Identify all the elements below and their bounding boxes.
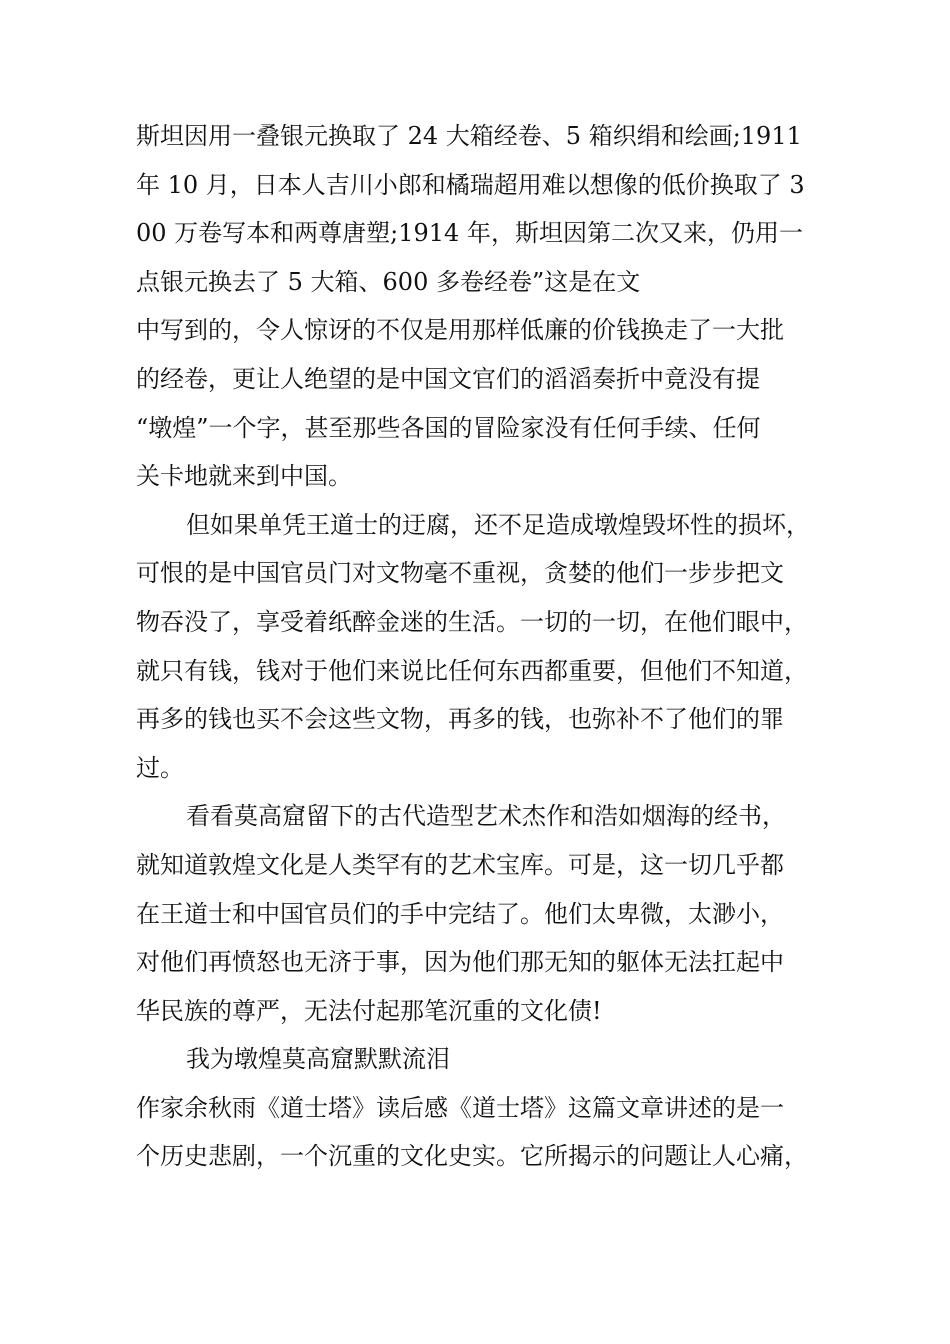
text-line: 中写到的，令人惊讶的不仅是用那样低廉的价钱换走了一大批 <box>136 316 784 345</box>
text-line: 对他们再愤怒也无济于事，因为他们那无知的躯体无法扛起中 <box>136 948 784 977</box>
text-line: 就知道敦煌文化是人类罕有的艺术宝库。可是，这一切几乎都 <box>136 850 784 879</box>
text-line: 可恨的是中国官员门对文物毫不重视，贪婪的他们一步步把文 <box>136 559 784 588</box>
text-line: 作家余秋雨《道士塔》读后感《道士塔》这篇文章讲述的是一 <box>136 1093 784 1122</box>
text-line: 斯坦因用一叠银元换取了 24 大箱经卷、5 箱织绢和绘画;1911 <box>136 122 802 150</box>
text-line: 过。 <box>136 753 184 782</box>
text-line: 在王道士和中国官员们的手中完结了。他们太卑微，太渺小， <box>136 899 784 928</box>
text-line: 物吞没了，享受着纸醉金迷的生活。一切的一切，在他们眼中， <box>136 607 808 636</box>
text-line: 点银元换去了 5 大箱、600 多卷经卷”这是在文 <box>136 267 641 296</box>
paragraph-first-line: 看看莫高窟留下的古代造型艺术杰作和浩如烟海的经书， <box>186 802 786 831</box>
text-line: 再多的钱也买不会这些文物，再多的钱，也弥补不了他们的罪 <box>136 705 784 734</box>
text-line: 华民族的尊严，无法付起那笔沉重的文化债! <box>136 996 602 1025</box>
text-line: 00 万卷写本和两尊唐塑;1914 年，斯坦因第二次又来，仍用一 <box>136 219 803 248</box>
text-line: 的经卷，更让人绝望的是中国文官们的滔滔奏折中竟没有提 <box>136 364 760 393</box>
text-line: 就只有钱，钱对于他们来说比任何东西都重要，但他们不知道， <box>136 656 808 685</box>
paragraph-first-line: 我为墩煌莫高窟默默流泪 <box>186 1045 450 1074</box>
text-line: 关卡地就来到中国。 <box>136 462 352 491</box>
text-line: 年 10 月，日本人吉川小郎和橘瑞超用难以想像的低价换取了 3 <box>136 170 805 199</box>
body-text <box>136 112 836 1181</box>
paragraph-first-line: 但如果单凭王道士的迂腐，还不足造成墩煌毁坏性的损坏， <box>186 510 810 539</box>
text-line: 个历史悲剧，一个沉重的文化史实。它所揭示的问题让人心痛， <box>136 1142 808 1171</box>
text-line: “墩煌”一个字，甚至那些各国的冒险家没有任何手续、任何 <box>136 413 761 442</box>
